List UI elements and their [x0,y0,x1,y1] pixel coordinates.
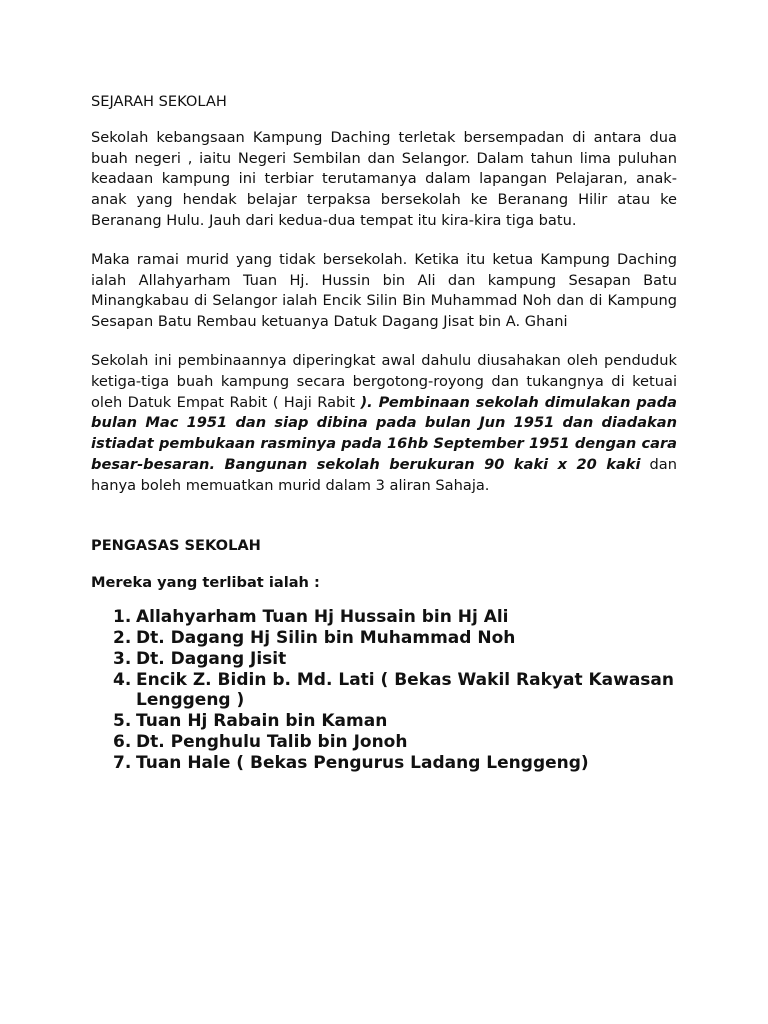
list-number: 7. [113,752,132,773]
list-number: 3. [113,648,132,669]
founders-list-item [91,607,677,628]
paragraph-3 [91,351,677,497]
document-body [91,92,677,774]
document-title: SEJARAH SEKOLAH [91,93,227,110]
paragraph-2: Maka ramai murid yang tidak bersekolah. Ketika itu ketua Kampung Daching ialah Allahyarham Tuan Hj. Hussin bin Ali dan kampung Sesapan Batu Minangkabau di Selangor ialah Encik Silin Bin Muhammad Noh dan di Kampung Sesapan Batu Rembau ketuanya Datuk Dagang Jisat bin A. Ghani [91,250,677,331]
paragraph-3-emphasis: ). Pembinaan sekolah dimulakan pada bulan Mac 1951 dan siap dibina pada bulan Jun 1951 dan diadakan istiadat pembukaan rasminya pada 16hb September 1951 dengan cara besar-besaran. Bangunan sekolah berukuran 90 kaki x 20 kaki [91,393,677,473]
list-number: 4. [113,669,132,690]
list-number: 6. [113,731,132,752]
founder-name: Dt. Penghulu Talib bin Jonoh [136,731,408,752]
founders-list-item [91,670,677,712]
paragraph-1: Sekolah kebangsaan Kampung Daching terletak bersempadan di antara dua buah negeri , iaitu Negeri Sembilan dan Selangor. Dalam tahun lima puluhan keadaan kampung ini terbiar terutamanya dalam lapangan Pelajaran, anak-anak yang hendak belajar terpaksa bersekolah ke Beranang Hilir atau ke Beranang Hulu. Jauh dari kedua-dua tempat itu kira-kira tiga batu. [91,128,677,229]
founder-name: Tuan Hale ( Bekas Pengurus Ladang Lenggeng) [136,752,589,773]
founder-name: Dt. Dagang Jisit [136,648,287,669]
founders-list-item [91,628,677,649]
founders-intro: Mereka yang terlibat ialah : [91,574,320,592]
founder-name: Allahyarham Tuan Hj Hussain bin Hj Ali [136,607,509,628]
paragraph-3-part-1: Sekolah ini pembinaannya diperingkat awal dahulu diusahakan oleh penduduk ketiga-tiga buah kampung secara bergotong-royong dan tukangnya di ketuai oleh Datuk Empat Rabit ( Haji Rabit [91,351,677,411]
list-number: 5. [113,711,132,732]
paragraph-3-part-3: dan hanya boleh memuatkan murid dalam 3 aliran Sahaja. [91,455,677,494]
section-title-founders: PENGASAS SEKOLAH [91,536,261,554]
list-number: 1. [113,607,132,628]
founders-list-item [91,711,677,732]
founders-list [91,607,677,773]
founders-list-item [91,753,677,774]
list-number: 2. [113,627,132,648]
founder-name: Dt. Dagang Hj Silin bin Muhammad Noh [136,627,516,648]
founder-name: Tuan Hj Rabain bin Kaman [136,711,388,732]
founder-name: Encik Z. Bidin b. Md. Lati ( Bekas Wakil Rakyat Kawasan Lenggeng ) [136,669,674,711]
founders-list-item [91,732,677,753]
founders-list-item [91,649,677,670]
